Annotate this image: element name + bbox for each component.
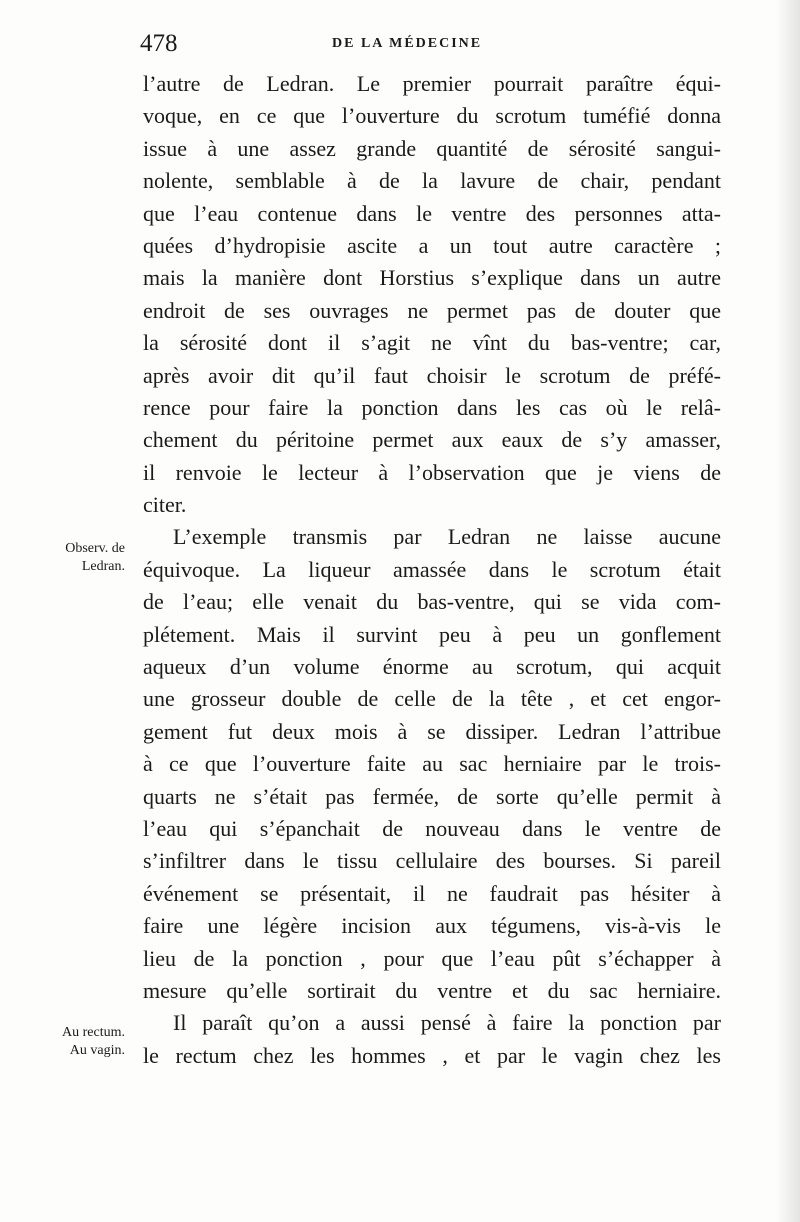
text-line: lieu de la ponction , pour que l’eau pût s’échapper à bbox=[143, 945, 721, 971]
text-line: une grosseur double de celle de la tête , et cet engor- bbox=[143, 686, 721, 712]
text-line: à ce que l’ouverture faite au sac herniaire par le trois- bbox=[143, 751, 721, 777]
running-head: DE LA MÉDECINE bbox=[332, 36, 483, 51]
margin-note-line: Au vagin. bbox=[69, 1043, 125, 1058]
text-line: événement se présentait, il ne faudrait pas hésiter à bbox=[143, 880, 721, 906]
body-text bbox=[143, 68, 721, 1072]
text-line: endroit de ses ouvrages ne permet pas de douter que bbox=[143, 297, 721, 323]
page-edge-shadow bbox=[776, 0, 800, 1222]
text-line: quarts ne s’était pas fermée, de sorte qu’elle permit à bbox=[143, 783, 721, 809]
text-line: il renvoie le lecteur à l’observation que je viens de bbox=[143, 459, 721, 485]
page-header bbox=[140, 30, 720, 64]
text-line: gement fut deux mois à se dissiper. Ledran l’attribue bbox=[143, 718, 721, 744]
text-line: faire une légère incision aux tégumens, vis-à-vis le bbox=[143, 913, 721, 939]
page-number: 478 bbox=[140, 30, 178, 57]
text-line: aqueux d’un volume énorme au scrotum, qui acquit bbox=[143, 654, 721, 680]
text-line: plétement. Mais il survint peu à peu un gonflement bbox=[143, 621, 721, 647]
margin-note-observ-ledran bbox=[30, 540, 125, 576]
margin-note-rectum-vagin bbox=[30, 1024, 125, 1060]
margin-note-line: Au rectum. bbox=[62, 1025, 125, 1040]
text-line: l’autre de Ledran. Le premier pourrait paraître équi- bbox=[143, 71, 721, 96]
text-line: que l’eau contenue dans le ventre des personnes atta- bbox=[143, 200, 721, 226]
text-line: mais la manière dont Horstius s’explique dans un autre bbox=[143, 265, 721, 291]
text-line: rence pour faire la ponction dans les cas où le relâ- bbox=[143, 394, 721, 420]
text-line: le rectum chez les hommes , et par le vagin chez les bbox=[143, 1042, 721, 1068]
text-line: équivoque. La liqueur amassée dans le scrotum était bbox=[143, 556, 721, 582]
text-line: de l’eau; elle venait du bas-ventre, qui se vida com- bbox=[143, 589, 721, 615]
text-line: Il paraît qu’on a aussi pensé à faire la ponction par bbox=[173, 1010, 721, 1036]
text-line: l’eau qui s’épanchait de nouveau dans le ventre de bbox=[143, 815, 721, 841]
text-line: citer. bbox=[143, 492, 187, 518]
text-line: chement du péritoine permet aux eaux de s’y amasser, bbox=[143, 427, 721, 453]
text-line: la sérosité dont il s’agit ne vînt du bas-ventre; car, bbox=[143, 330, 721, 356]
margin-note-line: Ledran. bbox=[81, 559, 125, 574]
text-line: voque, en ce que l’ouverture du scrotum tuméfié donna bbox=[143, 103, 721, 129]
text-line: issue à une assez grande quantité de sérosité sangui- bbox=[143, 135, 721, 161]
text-line: s’infiltrer dans le tissu cellulaire des bourses. Si pareil bbox=[143, 848, 721, 874]
text-line: quées d’hydropisie ascite a un tout autre caractère ; bbox=[143, 232, 721, 258]
text-line: L’exemple transmis par Ledran ne laisse aucune bbox=[173, 524, 721, 550]
margin-note-line: Observ. de bbox=[65, 541, 125, 556]
text-line: nolente, semblable à de la lavure de chair, pendant bbox=[143, 168, 721, 194]
text-line: mesure qu’elle sortirait du ventre et du sac herniaire. bbox=[143, 977, 721, 1003]
text-line: après avoir dit qu’il faut choisir le scrotum de préfé- bbox=[143, 362, 721, 388]
